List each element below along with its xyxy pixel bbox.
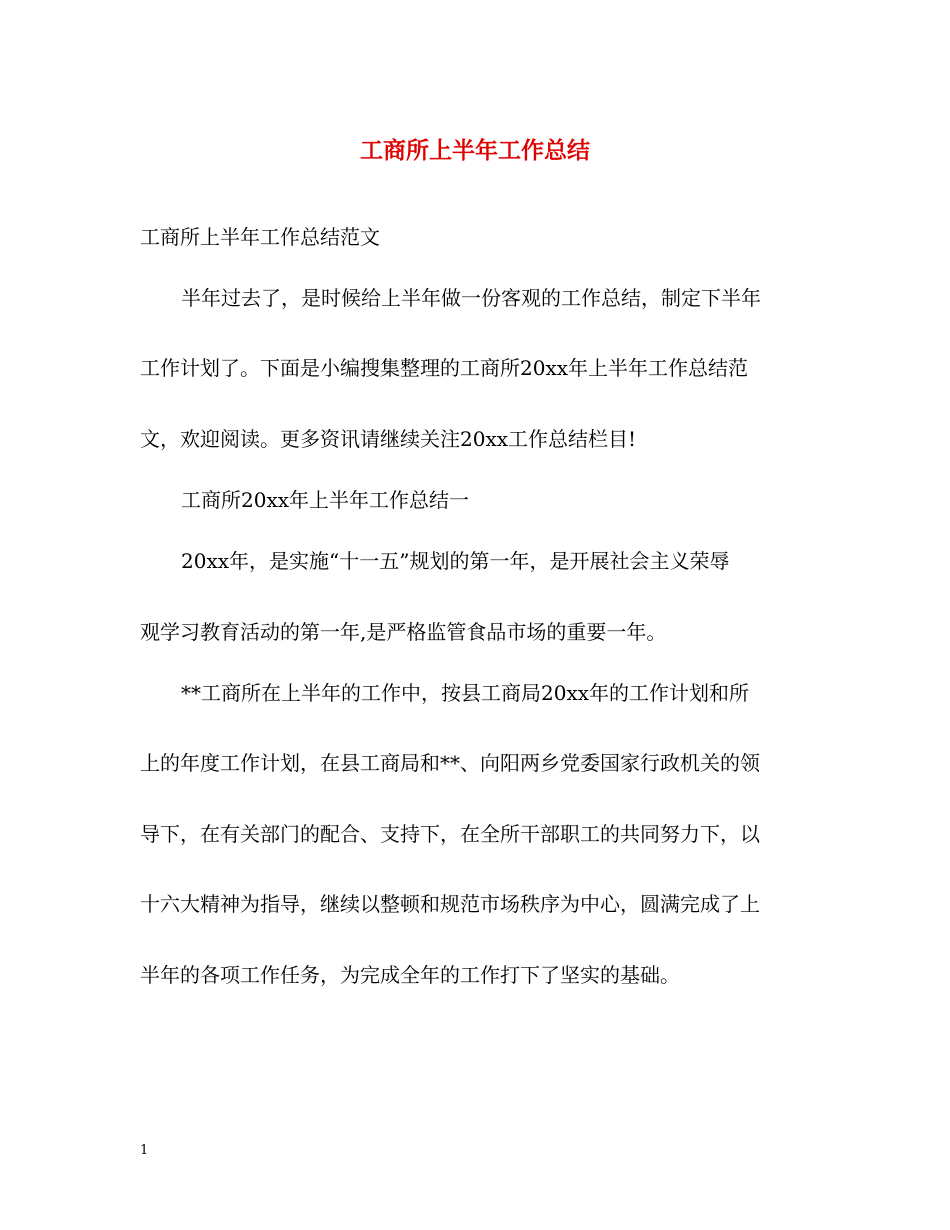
paragraph-line: 20xx年，是实施“十一五”规划的第一年，是开展社会主义荣辱	[181, 549, 730, 573]
paragraph-line: 工作计划了。下面是小编搜集整理的工商所20xx年上半年工作总结范	[140, 356, 749, 380]
paragraph-line: 观学习教育活动的第一年,是严格监管食品市场的重要一年。	[140, 620, 667, 644]
paragraph-line: 半年的各项工作任务，为完成全年的工作打下了坚实的基础。	[140, 963, 680, 987]
subtitle-line: 工商所上半年工作总结范文	[140, 225, 380, 249]
paragraph-line: 十六大精神为指导，继续以整顿和规范市场秩序为中心，圆满完成了上	[140, 892, 760, 916]
paragraph-line: 半年过去了，是时候给上半年做一份客观的工作总结，制定下半年	[181, 286, 761, 310]
page-number: 1	[140, 1143, 149, 1158]
paragraph-line: 上的年度工作计划，在县工商局和**、向阳两乡党委国家行政机关的领	[140, 751, 760, 775]
paragraph-line: 导下，在有关部门的配合、支持下，在全所干部职工的共同努力下，以	[140, 822, 760, 846]
document-title: 工商所上半年工作总结	[360, 137, 590, 164]
paragraph-line: 文，欢迎阅读。更多资讯请继续关注20xx工作总结栏目!	[140, 427, 637, 451]
paragraph-line: **工商所在上半年的工作中，按县工商局20xx年的工作计划和所	[181, 681, 750, 705]
section-heading: 工商所20xx年上半年工作总结一	[181, 488, 470, 512]
